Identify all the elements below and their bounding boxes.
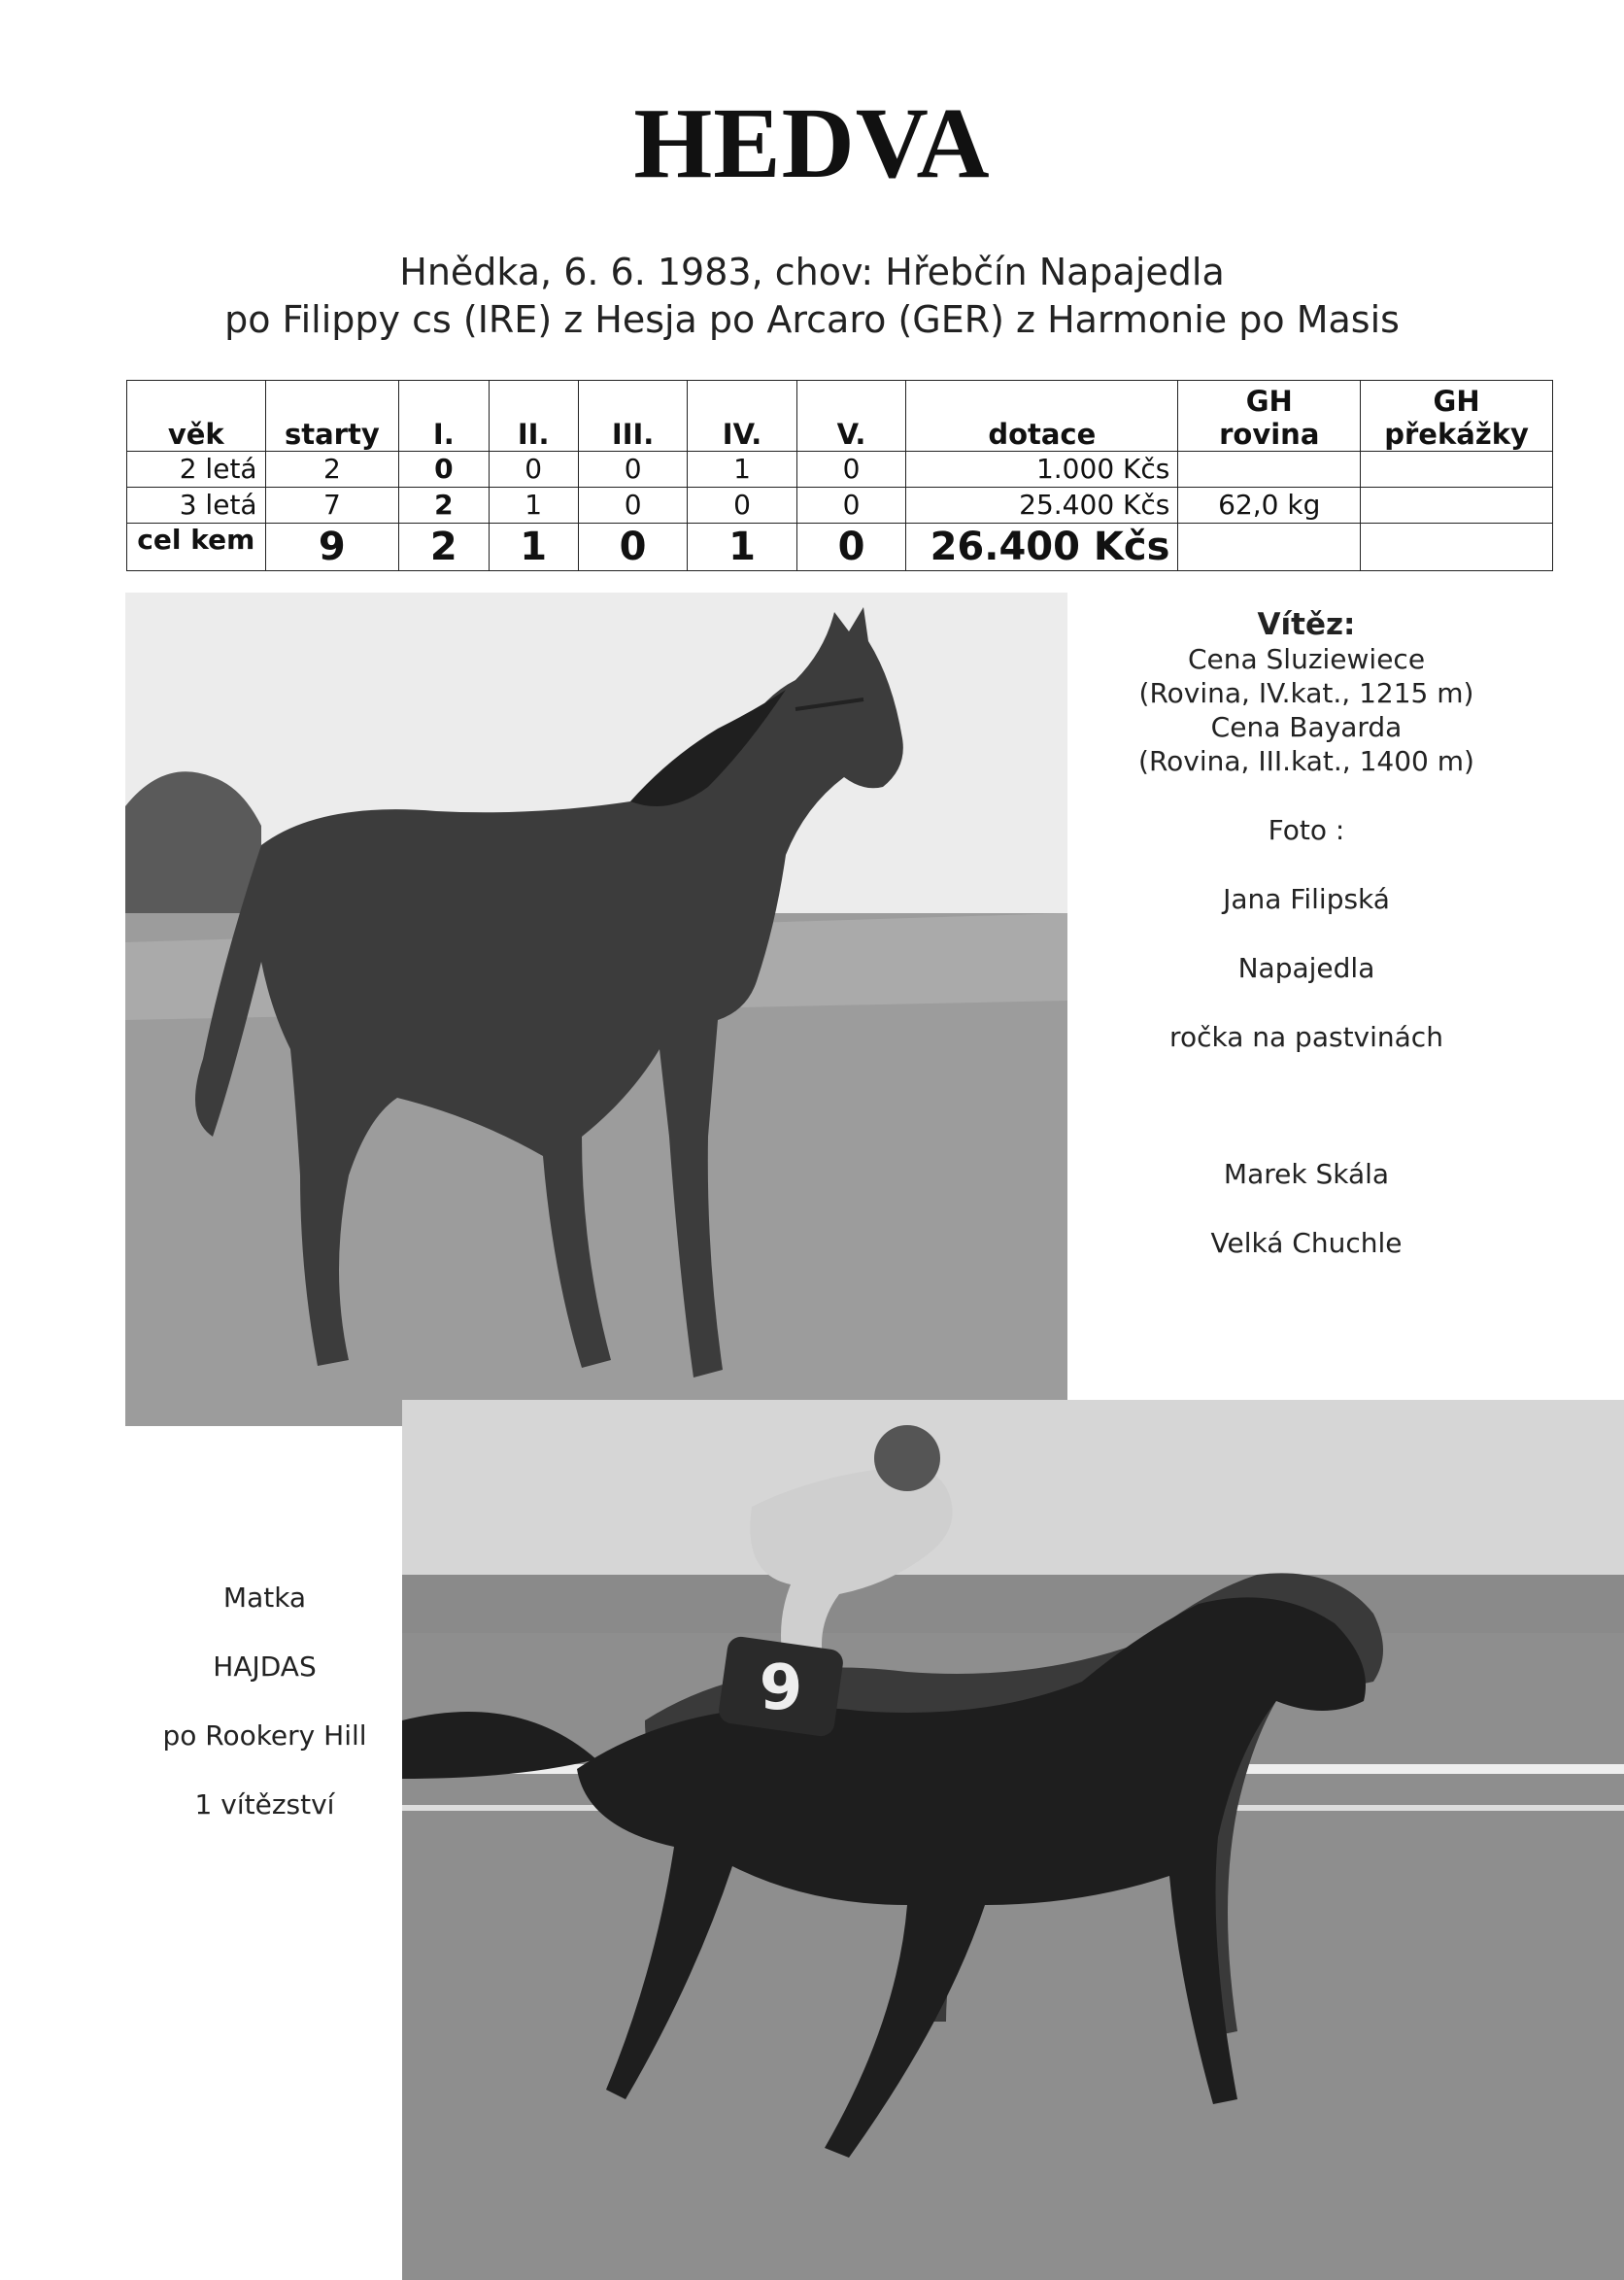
caption1: ročka na pastvinách [1169, 1021, 1443, 1053]
race2-name: Cena Bayarda [1210, 711, 1403, 743]
col-prize: dotace [906, 381, 1178, 452]
race1-name: Cena Sluziewiece [1187, 643, 1426, 675]
mother-sire: po Rookery Hill [162, 1719, 367, 1752]
col-gh-jumps: GH překážky [1361, 381, 1553, 452]
mother-info [136, 1581, 393, 1856]
col-fourth: IV. [688, 381, 796, 452]
winner-info [1098, 608, 1515, 1260]
saddle-number: 9 [759, 1652, 803, 1724]
photographer1: Jana Filipská [1223, 883, 1390, 915]
photographer2: Marek Skála [1223, 1158, 1390, 1190]
place1: Napajedla [1237, 952, 1375, 984]
col-age: věk [127, 381, 266, 452]
race-photo [402, 1400, 1624, 2280]
place2: Velká Chuchle [1210, 1227, 1403, 1259]
table-row: 2 letá 2 0 0 0 1 0 1.000 Kčs [127, 452, 1553, 488]
table-row: 3 letá 7 2 1 0 0 0 25.400 Kčs 62,0 kg [127, 488, 1553, 524]
race-illustration [402, 1400, 1624, 2280]
race1-detail: (Rovina, IV.kat., 1215 m) [1138, 677, 1474, 709]
horse-name-title: HEDVA [633, 87, 991, 199]
mother-label: Matka [222, 1582, 307, 1614]
horse-details: Hnědka, 6. 6. 1983, chov: Hřebčín Napajedla [399, 251, 1225, 293]
col-second: II. [489, 381, 578, 452]
mother-wins: 1 vítězství [194, 1788, 335, 1821]
race-stats-table [126, 380, 1553, 571]
pedigree-line: po Filippy cs (IRE) z Hesja po Arcaro (GER) z Harmonie po Masis [224, 298, 1400, 341]
foto-label: Foto : [1268, 814, 1345, 846]
col-starts: starty [265, 381, 399, 452]
mother-name: HAJDAS [213, 1650, 317, 1683]
col-first: I. [399, 381, 489, 452]
col-fifth: V. [796, 381, 905, 452]
race2-detail: (Rovina, III.kat., 1400 m) [1138, 745, 1474, 777]
table-header-row [127, 381, 1553, 452]
col-third: III. [578, 381, 687, 452]
yearling-photo [125, 593, 1067, 1426]
col-gh-flat: GH rovina [1178, 381, 1361, 452]
table-total-row: cel kem 9 2 1 0 1 0 26.400 Kčs [127, 524, 1553, 571]
winner-label: Vítěz: [1257, 607, 1356, 642]
yearling-illustration [125, 593, 1067, 1426]
